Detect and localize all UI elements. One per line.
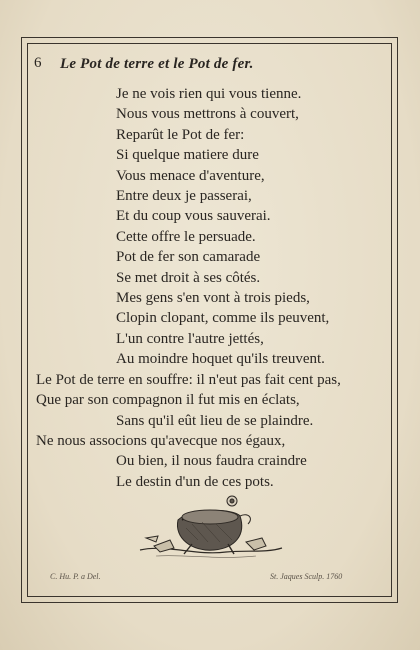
poem-line: Mes gens s'en vont à trois pieds,	[116, 290, 310, 307]
poem-line: Entre deux je passerai,	[116, 188, 252, 205]
poem-line: Le destin d'un de ces pots.	[116, 473, 274, 490]
page-number: 6	[34, 55, 42, 71]
poem-line: Au moindre hoquet qu'ils treuvent.	[116, 351, 325, 368]
poem-line: Nous vous mettrons à couvert,	[116, 106, 299, 123]
poem-line: Vous menace d'aventure,	[116, 167, 265, 184]
poem-line: Ne nous associons qu'avecque nos égaux,	[36, 432, 286, 449]
poem-line: Le Pot de terre en souffre: il n'eut pas fait cent pas,	[36, 371, 341, 388]
poem-line: Pot de fer son camarade	[116, 249, 261, 266]
poem-line: Sans qu'il eût lieu de se plaindre.	[116, 412, 314, 429]
poem-line: Clopin clopant, comme ils peuvent,	[116, 310, 330, 327]
poem-line: L'un contre l'autre jettés,	[116, 330, 264, 347]
poem-line: Si quelque matiere dure	[116, 147, 259, 164]
poem-line: Je ne vois rien qui vous tienne.	[116, 86, 302, 102]
credit-designer: C. Hu. P. a Del.	[50, 572, 101, 581]
poem-line: Et du coup vous sauverai.	[116, 208, 271, 225]
poem-text	[36, 84, 384, 492]
poem-line: Reparût le Pot de fer:	[116, 126, 245, 143]
poem-line: Que par son compagnon il fut mis en éclats,	[36, 392, 300, 409]
broken-pots-illustration	[136, 490, 286, 564]
poem-line: Ou bien, il nous faudra craindre	[116, 453, 307, 470]
credit-engraver: St. Jaques Sculp. 1760	[270, 572, 343, 581]
poem-line: Cette offre le persuade.	[116, 228, 256, 245]
poem-line: Se met droit à ses côtés.	[116, 269, 261, 286]
fable-title: Le Pot de terre et le Pot de fer.	[60, 56, 254, 72]
